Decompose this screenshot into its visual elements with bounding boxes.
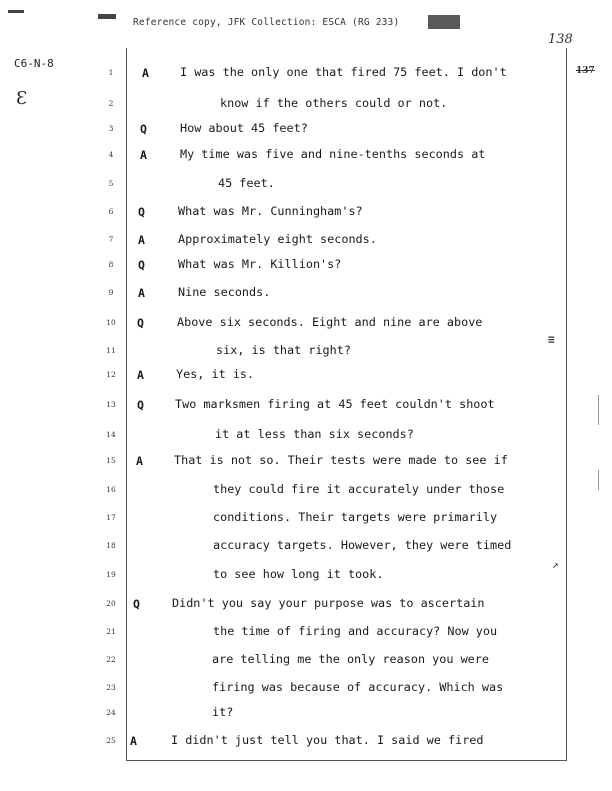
page-id: C6-N-8 [14,57,54,70]
line-number: 22 [106,655,116,664]
line-number: 4 [108,150,114,159]
line-number: 24 [106,708,116,717]
speaker-label: Q [140,122,147,136]
transcript-line: Approximately eight seconds. [178,232,377,246]
line-number: 17 [106,513,116,522]
line-number: 11 [106,346,116,355]
line-number: 23 [106,683,116,692]
line-number: 16 [106,485,116,494]
edge-mark [598,395,599,425]
transcript-line: My time was five and nine-tenths seconds at [180,147,486,161]
transcript-line: What was Mr. Cunningham's? [178,204,363,218]
transcript-line: they could fire it accurately under those [213,482,505,496]
reference-header: Reference copy, JFK Collection: ESCA (RG 233) [133,17,400,28]
frame-bottom-rule [126,760,567,761]
transcript-line: six, is that right? [216,343,351,357]
line-number: 14 [106,430,116,439]
page-number: 138 [548,32,573,47]
frame-left-rule [126,48,127,761]
line-number: 3 [108,124,114,133]
speaker-label: A [136,454,143,468]
line-number: 12 [106,370,116,379]
line-number: 13 [106,400,116,409]
transcript-line: How about 45 feet? [180,121,308,135]
line-number: 2 [108,99,114,108]
line-number: 21 [106,627,116,636]
edge-mark [598,470,599,490]
line-number: 10 [106,318,116,327]
transcript-line: Didn't you say your purpose was to ascertain [172,596,485,610]
transcript-line: it at less than six seconds? [215,427,414,441]
speaker-label: Q [137,398,144,412]
transcript-line: 45 feet. [218,176,275,190]
line-number: 9 [108,288,114,297]
transcript-line: firing was because of accuracy. Which was [212,680,504,694]
line-number: 7 [108,235,114,244]
redaction-mark-right [428,15,460,29]
speaker-label: A [138,286,145,300]
speaker-label: A [140,148,147,162]
transcript-line: Yes, it is. [176,367,255,381]
transcript-line: it? [212,705,234,719]
line-number: 20 [106,599,116,608]
line-number: 25 [106,736,116,745]
speaker-label: Q [138,258,145,272]
side-number: 137 [576,66,595,76]
margin-check-icon: ↗ [552,558,559,571]
redaction-mark-top [98,14,116,19]
line-number: 5 [108,179,114,188]
transcript-line: to see how long it took. [213,567,384,581]
transcript-line: the time of firing and accuracy? Now you [213,624,498,638]
redaction-mark-left [8,10,24,13]
transcript-line: What was Mr. Killion's? [178,257,342,271]
line-number: 18 [106,541,116,550]
transcript-line: I didn't just tell you that. I said we fired [171,733,484,747]
transcript-line: Nine seconds. [178,285,271,299]
transcript-line: accuracy targets. However, they were timed [213,538,512,552]
speaker-label: Q [137,316,144,330]
speaker-label: Q [138,205,145,219]
margin-tick-icon: ≡ [548,333,555,346]
speaker-label: A [130,734,137,748]
margin-bracket-icon: Ɛ [16,88,28,109]
line-number: 19 [106,570,116,579]
speaker-label: A [138,233,145,247]
frame-right-rule [566,48,567,761]
transcript-line: I was the only one that fired 75 feet. I don't [180,65,507,79]
line-number: 6 [108,207,114,216]
speaker-label: Q [133,597,140,611]
transcript-line: are telling me the only reason you were [212,652,489,666]
transcript-line: That is not so. Their tests were made to see if [174,453,508,467]
transcript-line: Two marksmen firing at 45 feet couldn't shoot [175,397,495,411]
transcript-line: conditions. Their targets were primarily [213,510,498,524]
transcript-line: know if the others could or not. [220,96,448,110]
speaker-label: A [137,368,144,382]
line-number: 15 [106,456,116,465]
transcript-line: Above six seconds. Eight and nine are above [177,315,483,329]
speaker-label: A [142,66,149,80]
line-number: 8 [108,260,114,269]
line-number: 1 [108,68,114,77]
